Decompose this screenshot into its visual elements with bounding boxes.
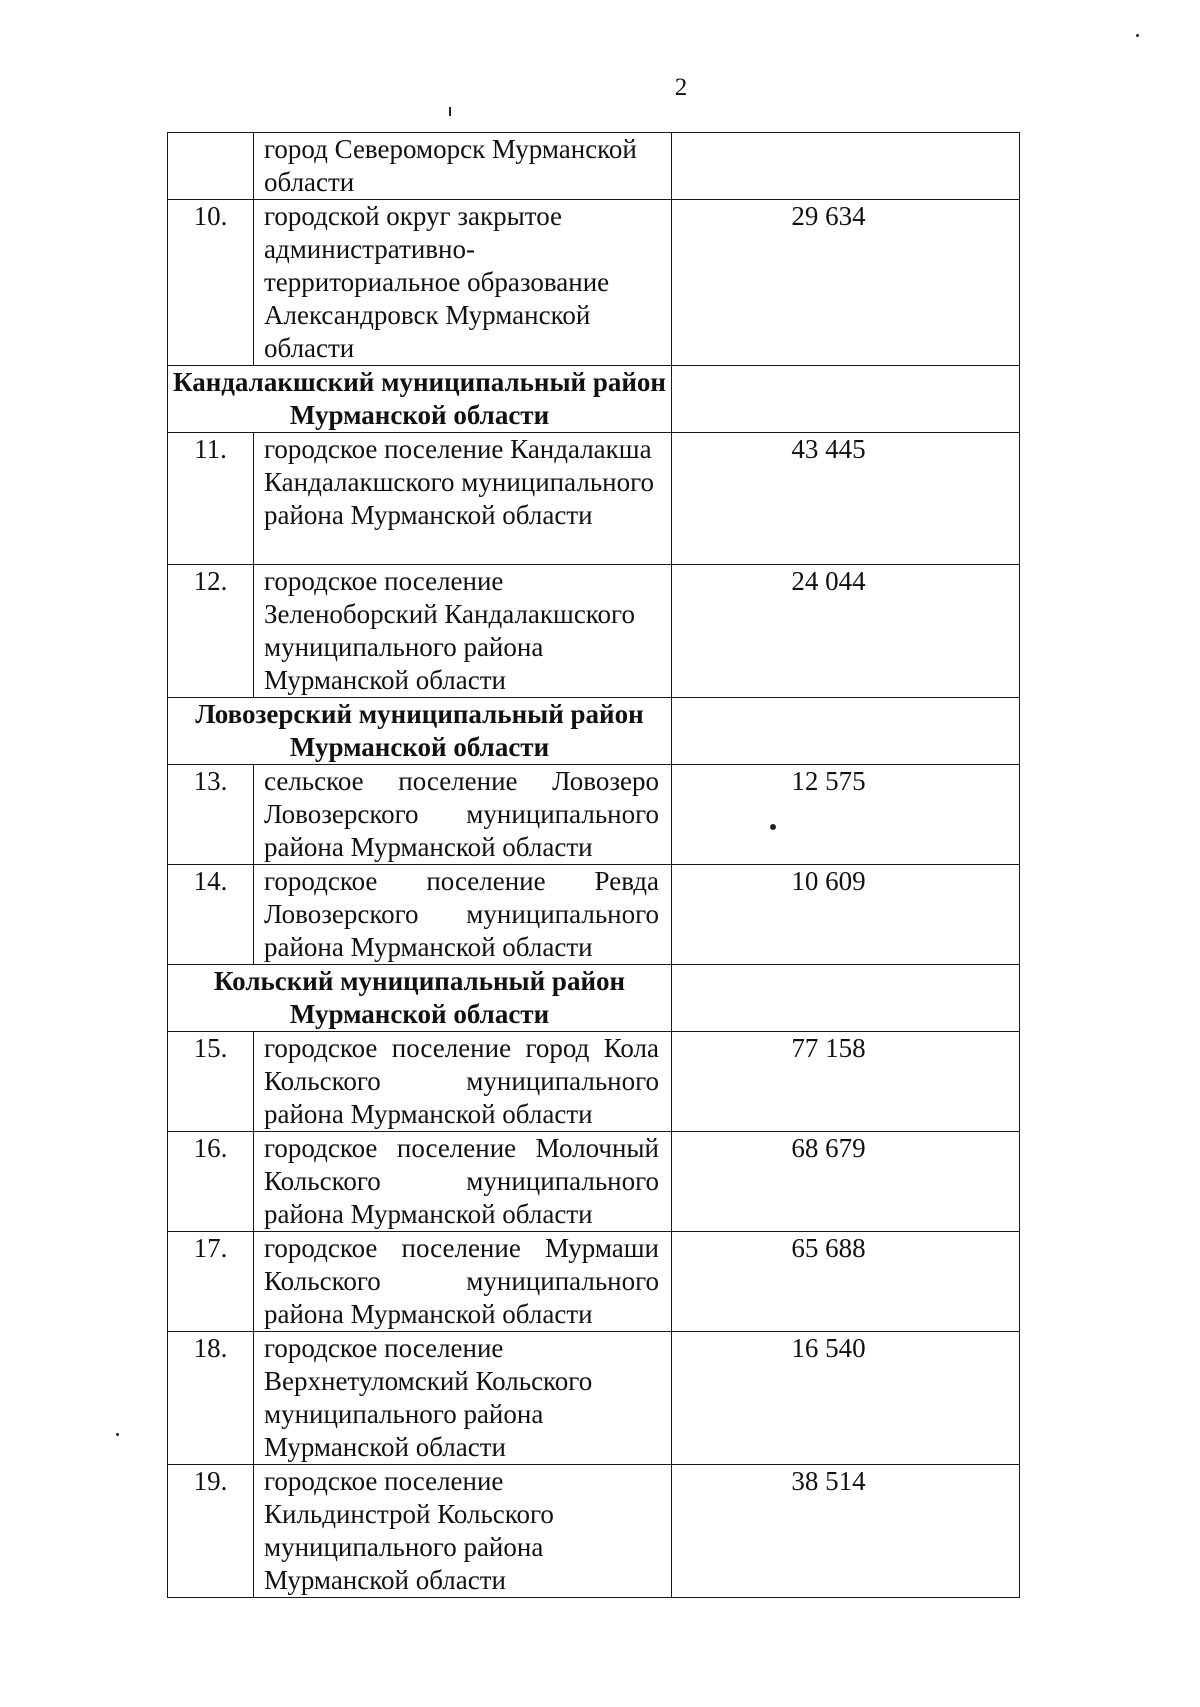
table-row xyxy=(168,565,1020,698)
municipality-name-cell: городское поселение Ревда Ловозерского муниципального района Мурманской области xyxy=(254,865,672,965)
value-cell xyxy=(672,965,1020,1032)
municipality-name-cell: городское поселение Кильдинстрой Кольского муниципального района Мурманской области xyxy=(254,1465,672,1598)
value-cell: 10 609 xyxy=(672,865,1020,965)
scan-speck xyxy=(116,1433,119,1436)
municipality-name-cell: городское поселение город Кола Кольского муниципального района Мурманской области xyxy=(254,1032,672,1132)
table-row xyxy=(168,1232,1020,1332)
table-row xyxy=(168,1465,1020,1598)
row-number-cell: 10. xyxy=(168,200,254,366)
municipality-name-cell: городское поселение Зеленоборский Кандалакшского муниципального района Мурманской области xyxy=(254,565,672,698)
table-row xyxy=(168,765,1020,865)
value-cell: 77 158 xyxy=(672,1032,1020,1132)
municipality-table xyxy=(167,132,1020,1598)
section-header-row xyxy=(168,698,1020,765)
row-number-cell xyxy=(168,133,254,200)
value-cell: 68 679 xyxy=(672,1132,1020,1232)
table-row xyxy=(168,1332,1020,1465)
row-number-cell: 16. xyxy=(168,1132,254,1232)
value-cell: 16 540 xyxy=(672,1332,1020,1465)
value-cell xyxy=(672,366,1020,433)
value-cell: 38 514 xyxy=(672,1465,1020,1598)
row-number-cell: 15. xyxy=(168,1032,254,1132)
value-cell: 29 634 xyxy=(672,200,1020,366)
value-cell: 43 445 xyxy=(672,433,1020,565)
row-number-cell: 19. xyxy=(168,1465,254,1598)
value-cell: 24 044 xyxy=(672,565,1020,698)
table-row xyxy=(168,1032,1020,1132)
section-header-row xyxy=(168,366,1020,433)
municipality-name-cell: городское поселение Кандалакша Кандалакшского муниципального района Мурманской области xyxy=(254,433,672,565)
scan-speck xyxy=(1136,34,1139,37)
row-number-cell: 17. xyxy=(168,1232,254,1332)
row-number-cell: 11. xyxy=(168,433,254,565)
scan-mark xyxy=(449,107,451,116)
page-number: 2 xyxy=(674,74,688,101)
table-row xyxy=(168,200,1020,366)
table-row xyxy=(168,133,1020,200)
municipality-name-cell: город Североморск Мурманской области xyxy=(254,133,672,200)
value-cell xyxy=(672,698,1020,765)
section-header-row xyxy=(168,965,1020,1032)
section-title: Ловозерский муниципальный район Мурманской области xyxy=(168,698,672,765)
table-row xyxy=(168,1132,1020,1232)
municipality-name-cell: городское поселение Мурмаши Кольского муниципального района Мурманской области xyxy=(254,1232,672,1332)
value-cell: 65 688 xyxy=(672,1232,1020,1332)
row-number-cell: 13. xyxy=(168,765,254,865)
section-title: Кандалакшский муниципальный район Мурманской области xyxy=(168,366,672,433)
row-number-cell: 18. xyxy=(168,1332,254,1465)
table-row xyxy=(168,865,1020,965)
municipality-name-cell: городское поселение Верхнетуломский Кольского муниципального района Мурманской области xyxy=(254,1332,672,1465)
row-number-cell: 12. xyxy=(168,565,254,698)
municipality-name-cell: городское поселение Молочный Кольского муниципального района Мурманской области xyxy=(254,1132,672,1232)
municipality-name-cell: сельское поселение Ловозеро Ловозерского муниципального района Мурманской области xyxy=(254,765,672,865)
value-cell xyxy=(672,133,1020,200)
table-row xyxy=(168,433,1020,565)
row-number-cell: 14. xyxy=(168,865,254,965)
municipality-name-cell: городской округ закрытое административно-территориальное образование Александровск Мурманской области xyxy=(254,200,672,366)
value-cell: 12 575 xyxy=(672,765,1020,865)
section-title: Кольский муниципальный район Мурманской области xyxy=(168,965,672,1032)
